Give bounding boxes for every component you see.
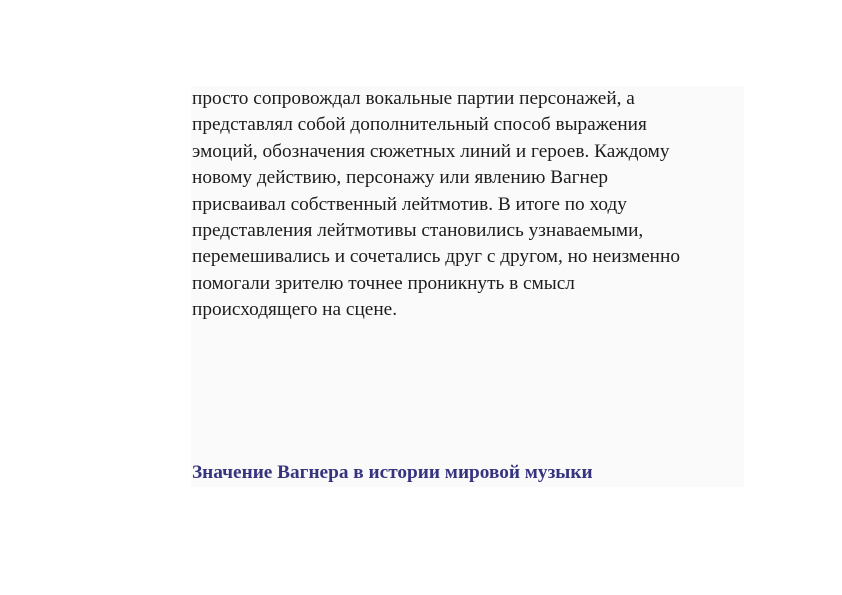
- paragraph-line: просто сопровождал вокальные партии персонажей, а: [192, 88, 635, 109]
- paragraph-line: помогали зрителю точнее проникнуть в смысл: [192, 272, 575, 294]
- paragraph-line: эмоций, обозначения сюжетных линий и героев. Каждому: [192, 140, 670, 162]
- paragraph-line: представления лейтмотивы становились узнаваемыми,: [192, 220, 644, 242]
- body-paragraph: [192, 86, 744, 324]
- paragraph-line: новому действию, персонажу или явлению Вагнер: [192, 167, 609, 189]
- text-block: [191, 86, 744, 487]
- paragraph-line: присваивал собственный лейтмотив. В итоге по ходу: [192, 193, 627, 215]
- paragraph-line: происходящего на сцене.: [192, 299, 398, 321]
- section-heading: Значение Вагнера в истории мировой музыки: [192, 462, 593, 483]
- paragraph-line: перемешивались и сочетались друг с другом, но неизменно: [192, 246, 680, 268]
- paragraph-line: представлял собой дополнительный способ выражения: [192, 114, 647, 136]
